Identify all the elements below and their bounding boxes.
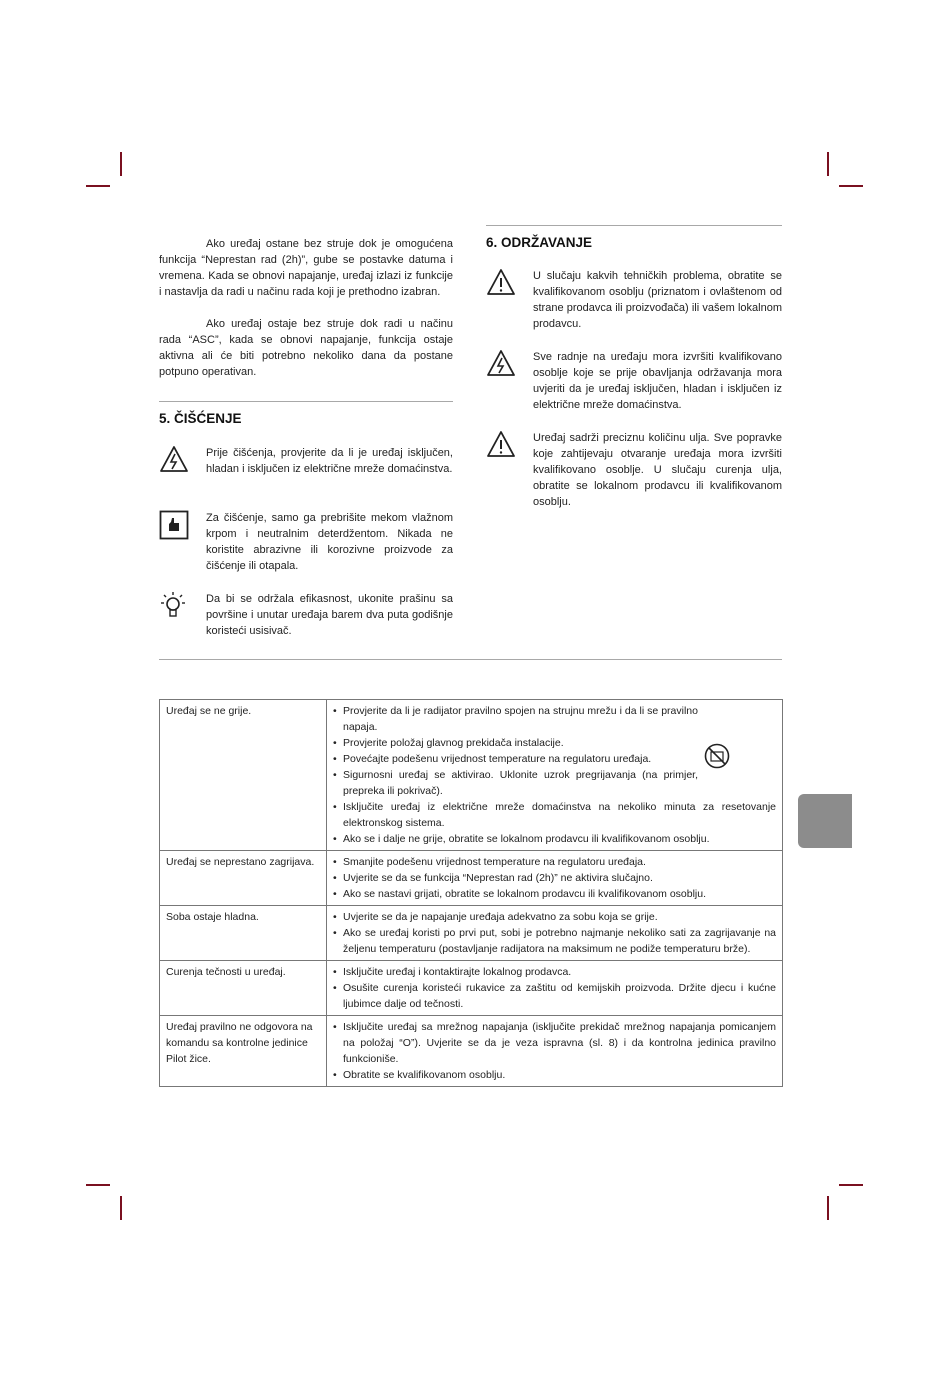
cleaning-text: Prije čišćenja, provjerite da li je uređaj isključen, hladan i isključen iz električne mreže domaćinstva. [206, 447, 453, 475]
crop-mark [839, 185, 863, 187]
problem-cell: Soba ostaje hladna. [160, 906, 327, 961]
list-item: • Provjerite da li je radijator pravilno spojen na strujnu mrežu i da li se pravilno napaja. [333, 703, 776, 735]
list-item: • Ako se uređaj koristi po prvi put, sobi je potrebno najmanje nekoliko sati za zagrijavanje na željenu temperaturu (postavljanje radijatora na maksimum ne podiže temperaturu brže). [333, 925, 776, 957]
maintenance-item [486, 268, 782, 332]
crop-mark [86, 1184, 110, 1186]
divider [486, 225, 782, 226]
list-item: • Ako se nastavi grijati, obratite se lokalnom prodavcu ili kvalifikovanom osoblju. [333, 886, 776, 902]
problem-cell: Curenja tečnosti u uređaj. [160, 961, 327, 1016]
list-item: • Osušite curenja koristeći rukavice za zaštitu od kemijskih proizvoda. Držite djecu i kućne ljubimce dalje od tečnosti. [333, 980, 776, 1012]
general-warning-icon [486, 430, 516, 458]
section-thumb-tab [798, 794, 852, 848]
list-item: • Isključite uređaj sa mrežnog napajanja (isključite prekidač mrežnog napajanja pomicanjem na položaj “O”). Uvjerite se da je veza ispravna (sl. 8) i da kontrolna jedinica pravilno funkcioniše. [333, 1019, 776, 1067]
maintenance-text: U slučaju kakvih tehničkih problema, obratite se kvalifikovanom osoblju (priznatom i ovlaštenom od strane prodavca ili proizvođača) ili vašem lokalnom prodavcu. [533, 270, 782, 330]
crop-mark [827, 1196, 829, 1220]
cloth-wipe-icon [159, 510, 189, 540]
list-item: • Provjerite položaj glavnog prekidača instalacije. [333, 735, 776, 751]
problem-cell: Uređaj se ne grije. [160, 700, 327, 851]
list-item: • Uvjerite se da je napajanje uređaja adekvatno za sobu koja se grije. [333, 909, 776, 925]
table-row [160, 1016, 783, 1087]
divider [159, 659, 782, 660]
cleaning-heading: 5. ČIŠĆENJE [159, 411, 242, 426]
cleaning-item [159, 445, 453, 478]
problem-cell: Uređaj se neprestano zagrijava. [160, 851, 327, 906]
maintenance-heading: 6. ODRŽAVANJE [486, 235, 593, 250]
list-item: • Uvjerite se da se funkcija “Neprestan rad (2h)” ne aktivira slučajno. [333, 870, 776, 886]
problem-cell: Uređaj pravilno ne odgovora na komandu sa kontrolne jedinice Pilot žice. [160, 1016, 327, 1087]
list-item: • Smanjite podešenu vrijednost temperature na regulatoru uređaja. [333, 854, 776, 870]
cleaning-text: Za čišćenje, samo ga prebrišite mekom vlažnom krpom i neutralnim deterdžentom. Nikada ne koristite abrazivne ili korozivne proizvode za čišćenje ili otapala. [206, 512, 453, 572]
solutions-cell [327, 961, 783, 1016]
maintenance-item [486, 349, 782, 413]
solutions-cell [327, 700, 783, 851]
general-warning-icon [486, 268, 516, 296]
crop-mark [86, 185, 110, 187]
table-row [160, 961, 783, 1016]
divider [159, 401, 453, 402]
crop-mark [827, 152, 829, 176]
crop-mark [120, 152, 122, 176]
solutions-cell [327, 851, 783, 906]
list-item: • Isključite uređaj iz električne mreže domaćinstva na nekoliko minuta za resetovanje elektronskog sistema. [333, 799, 776, 831]
list-item: • Ako se i dalje ne grije, obratite se lokalnom prodavcu ili kvalifikovanom osoblju. [333, 831, 776, 847]
solutions-cell [327, 906, 783, 961]
cleaning-item [159, 591, 453, 639]
troubleshooting-table [159, 699, 783, 1087]
left-intro [159, 236, 453, 380]
list-item: • Povećajte podešenu vrijednost temperature na regulatoru uređaja. [333, 751, 776, 767]
list-item: • Sigurnosni uređaj se aktivirao. Uklonite uzrok pregrijavanja (na primjer, prepreka ili pokrivač). [333, 767, 776, 799]
lightbulb-tip-icon [159, 591, 189, 621]
solutions-cell [327, 1016, 783, 1087]
table-row [160, 906, 783, 961]
cleaning-text: Da bi se održala efikasnost, ukonite prašinu sa površine i unutar uređaja barem dva puta godišnje koristeći usisivač. [206, 593, 453, 637]
maintenance-text: Sve radnje na uređaju mora izvršiti kvalifikovano osoblje koje se prije obavljanja održavanja mora uvjeriti da je uređaj isključen, hladan i isključen iz električne mreže domaćinstva. [533, 351, 782, 411]
electric-warning-icon [486, 349, 516, 377]
table-row [160, 700, 783, 851]
crop-mark [120, 1196, 122, 1220]
electric-warning-icon [159, 445, 189, 473]
list-item: • Isključite uređaj i kontaktirajte lokalnog prodavca. [333, 964, 776, 980]
cleaning-item [159, 510, 453, 574]
asc-paragraph: Ako uređaj ostaje bez struje dok radi u načinu rada “ASC”, kada se obnovi napajanje, funkcija ostaje aktivna ali će biti potrebno nekoliko dana da postane potpuno operativan. [159, 318, 453, 378]
maintenance-item [486, 430, 782, 510]
power-loss-paragraph: Ako uređaj ostane bez struje dok je omogućena funkcija “Neprestan rad (2h)”, gube se postavke datuma i vremena. Kada se obnovi napajanje, uređaj izlazi iz funkcije i nastavlja da radi u načinu rada koji je prethodno izabran. [159, 238, 453, 298]
table-row [160, 851, 783, 906]
list-item: • Obratite se kvalifikovanom osoblju. [333, 1067, 776, 1083]
maintenance-text: Uređaj sadrži preciznu količinu ulja. Sve popravke koje zahtijevaju otvaranje uređaja mora izvršiti kvalifikovano osoblje. U slučaju curenja ulja, obratite se lokalnom prodavcu ili kvalifikovanom osoblju. [533, 432, 782, 508]
crop-mark [839, 1184, 863, 1186]
